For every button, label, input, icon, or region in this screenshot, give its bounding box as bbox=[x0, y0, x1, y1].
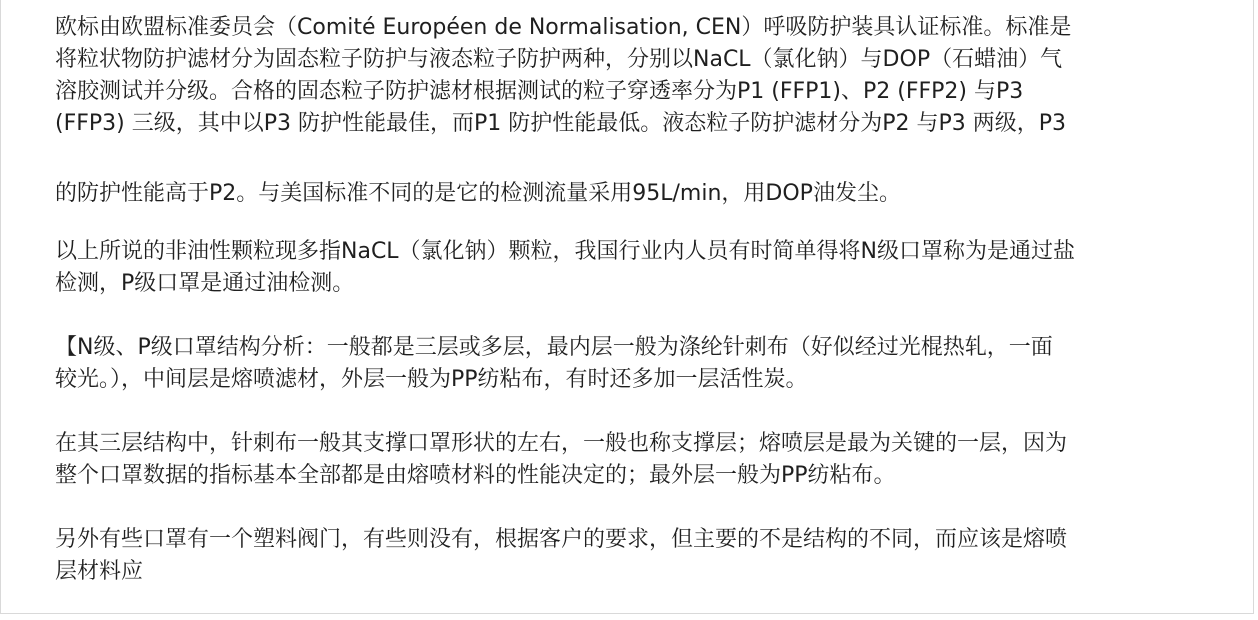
paragraph-valve-note: 另外有些口罩有一个塑料阀门，有些则没有，根据客户的要求，但主要的不是结构的不同，而应该是熔喷 层材料应 bbox=[55, 527, 1068, 584]
paragraph-three-layer-structure: 在其三层结构中，针刺布一般其支撑口罩形状的左右，一般也称支撑层；熔喷层是最为关键的一层，因为 整个口罩数据的指标基本全部都是由熔喷材料的性能决定的；最外层一般为PP纺粘布。 bbox=[55, 431, 1068, 488]
paragraph-structure-analysis: 【N级、P级口罩结构分析：一般都是三层或多层，最内层一般为涤纶针刺布（好似经过光棍热轧，一面 较光。），中间层是熔喷滤材，外层一般为PP纺粘布，有时还多加一层活性炭。 bbox=[55, 335, 1053, 392]
paragraph-en-standard: 欧标由欧盟标准委员会（Comité Européen de Normalisation, CEN）呼吸防护装具认证标准。标准是 将粒状物防护滤材分为固态粒子防护与液态粒子防护两种，分别以NaCL（氯化钠）与DOP（石蜡油）气 溶胶测试并分级。合格的固态粒子防护滤材根据测试的粒子穿透率分为P1 (FFP1)、P2 (FFP2) 与P3 (FFP3) 三级，其中以P3 防护性能最佳，而P1 防护性能最低。液态粒子防护滤材分为P2 与P3 两级，P3 bbox=[55, 15, 1072, 136]
paragraph-non-oily-particles: 以上所说的非油性颗粒现多指NaCL（氯化钠）颗粒，我国行业内人员有时简单得将N级口罩称为是通过盐 检测，P级口罩是通过油检测。 bbox=[55, 239, 1076, 296]
paragraph-p3-performance: 的防护性能高于P2。与美国标准不同的是它的检测流量采用95L/min，用DOP油发尘。 bbox=[55, 181, 901, 206]
